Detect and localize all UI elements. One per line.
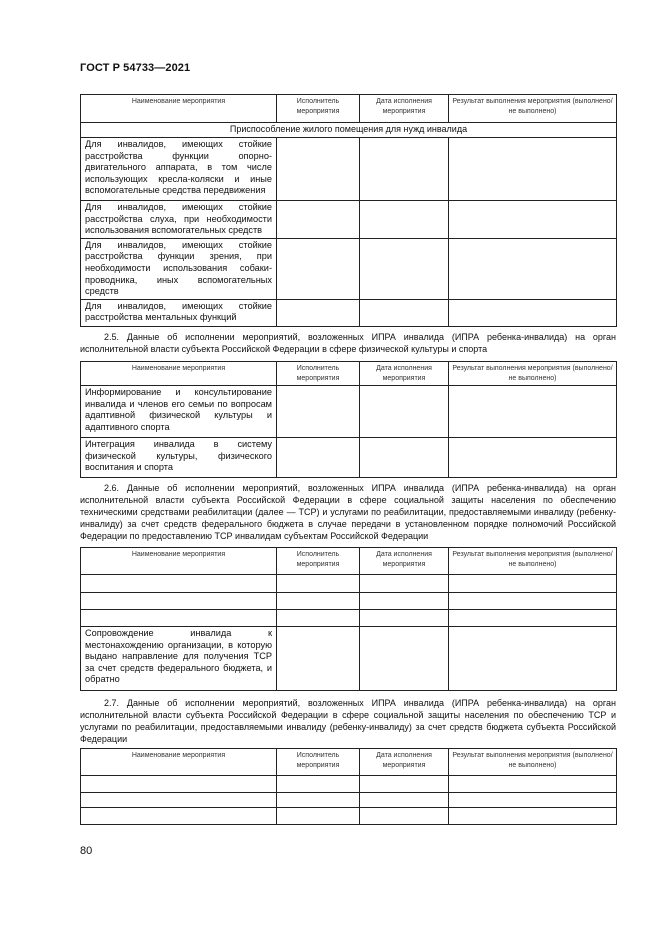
table-row (81, 386, 617, 438)
row-name: Для инвалидов, имеющих стойкие расстройства слуха, при необходимости использования вспомогательных средств (81, 201, 277, 239)
paragraph-2-5: 2.5. Данные об исполнении мероприятий, возложенных ИПРА инвалида (ИПРА ребенка-инвалида) на орган исполнительной власти субъекта Российской Федерации в сфере физической культуры и спорта (80, 332, 616, 354)
document-header: ГОСТ Р 54733—2021 (80, 62, 191, 74)
row-name: Для инвалидов, имеющих стойкие расстройства функции опорно-двигательного аппарата, в том числе использующих кресла-коляски и иные вспомогательные средства передвижения (81, 138, 277, 201)
row-name: Для инвалидов, имеющих стойкие расстройства ментальных функций (81, 299, 277, 326)
column-header-executor: Исполнитель мероприятия (277, 362, 360, 386)
row-name: Информирование и консультирование инвалида и членов его семьи по вопросам адаптивной физической культуры и адаптивного спорта (81, 386, 277, 438)
table-row (81, 138, 617, 201)
table-tsr-federal (80, 547, 616, 691)
table-section-row (81, 123, 617, 138)
column-header-date: Дата исполнения мероприятия (360, 749, 449, 776)
paragraph-2-7: 2.7. Данные об исполнении мероприятий, возложенных ИПРА инвалида (ИПРА ребенка-инвалида) на орган исполнительной власти субъекта Российской Федерации в сфере социальной защиты населения по обеспечению ТСР и услугами по реабилитации, предоставляемыми инвалиду (ребенку-инвалиду) за счет средств бюджета субъекта Российской Федерации (80, 698, 616, 744)
table-row (81, 575, 617, 593)
table-header-row (81, 362, 617, 386)
row-name: Для инвалидов, имеющих стойкие расстройства функции зрения, при необходимости использования собаки-проводника, иных вспомогательных средств (81, 238, 277, 299)
column-header-name: Наименование мероприятия (81, 95, 277, 123)
table-header-row (81, 548, 617, 575)
column-header-date: Дата исполнения мероприятия (360, 548, 449, 575)
table-row (81, 299, 617, 326)
table-row (81, 238, 617, 299)
table-housing-adaptation (80, 94, 616, 327)
column-header-result: Результат выполнения мероприятия (выполнено/не выполнено) (449, 548, 617, 575)
row-name: Сопровождение инвалида к местонахождению организации, в которую выдано направление для получения ТСР за счет средств федерального бюджета, и обратно (81, 627, 277, 691)
column-header-date: Дата исполнения мероприятия (360, 362, 449, 386)
table-header-row (81, 749, 617, 776)
table-header-row (81, 95, 617, 123)
column-header-date: Дата исполнения мероприятия (360, 95, 449, 123)
table-row (81, 593, 617, 610)
column-header-name: Наименование мероприятия (81, 362, 277, 386)
column-header-name: Наименование мероприятия (81, 749, 277, 776)
column-header-executor: Исполнитель мероприятия (277, 749, 360, 776)
table-tsr-regional (80, 748, 616, 825)
column-header-result: Результат выполнения мероприятия (выполнено/не выполнено) (449, 362, 617, 386)
section-title: Приспособление жилого помещения для нужд инвалида (81, 123, 617, 138)
column-header-executor: Исполнитель мероприятия (277, 95, 360, 123)
table-row (81, 793, 617, 808)
column-header-executor: Исполнитель мероприятия (277, 548, 360, 575)
table-row (81, 627, 617, 691)
column-header-name: Наименование мероприятия (81, 548, 277, 575)
table-row (81, 776, 617, 793)
table-row (81, 438, 617, 478)
column-header-result: Результат выполнения мероприятия (выполнено/не выполнено) (449, 95, 617, 123)
page-number: 80 (80, 845, 93, 857)
column-header-result: Результат выполнения мероприятия (выполнено/не выполнено) (449, 749, 617, 776)
table-row (81, 808, 617, 825)
table-row (81, 610, 617, 627)
paragraph-2-6: 2.6. Данные об исполнении мероприятий, возложенных ИПРА инвалида (ИПРА ребенка-инвалида) на орган исполнительной власти субъекта Российской Федерации в сфере социальной защиты населения по обеспечению техническими средствами реабилитации (далее — ТСР) и услугами по реабилитации, предоставляемыми инвалиду (ребенку-инвалиду) за счет средств федерального бюджета в случае передачи в установленном порядке полномочий Российской Федерации по предоставлению ТСР инвалидам субъектам Российской Федерации (80, 483, 616, 541)
row-name: Интеграция инвалида в систему физической культуры, физического воспитания и спорта (81, 438, 277, 478)
table-sport (80, 361, 616, 478)
table-row (81, 201, 617, 239)
